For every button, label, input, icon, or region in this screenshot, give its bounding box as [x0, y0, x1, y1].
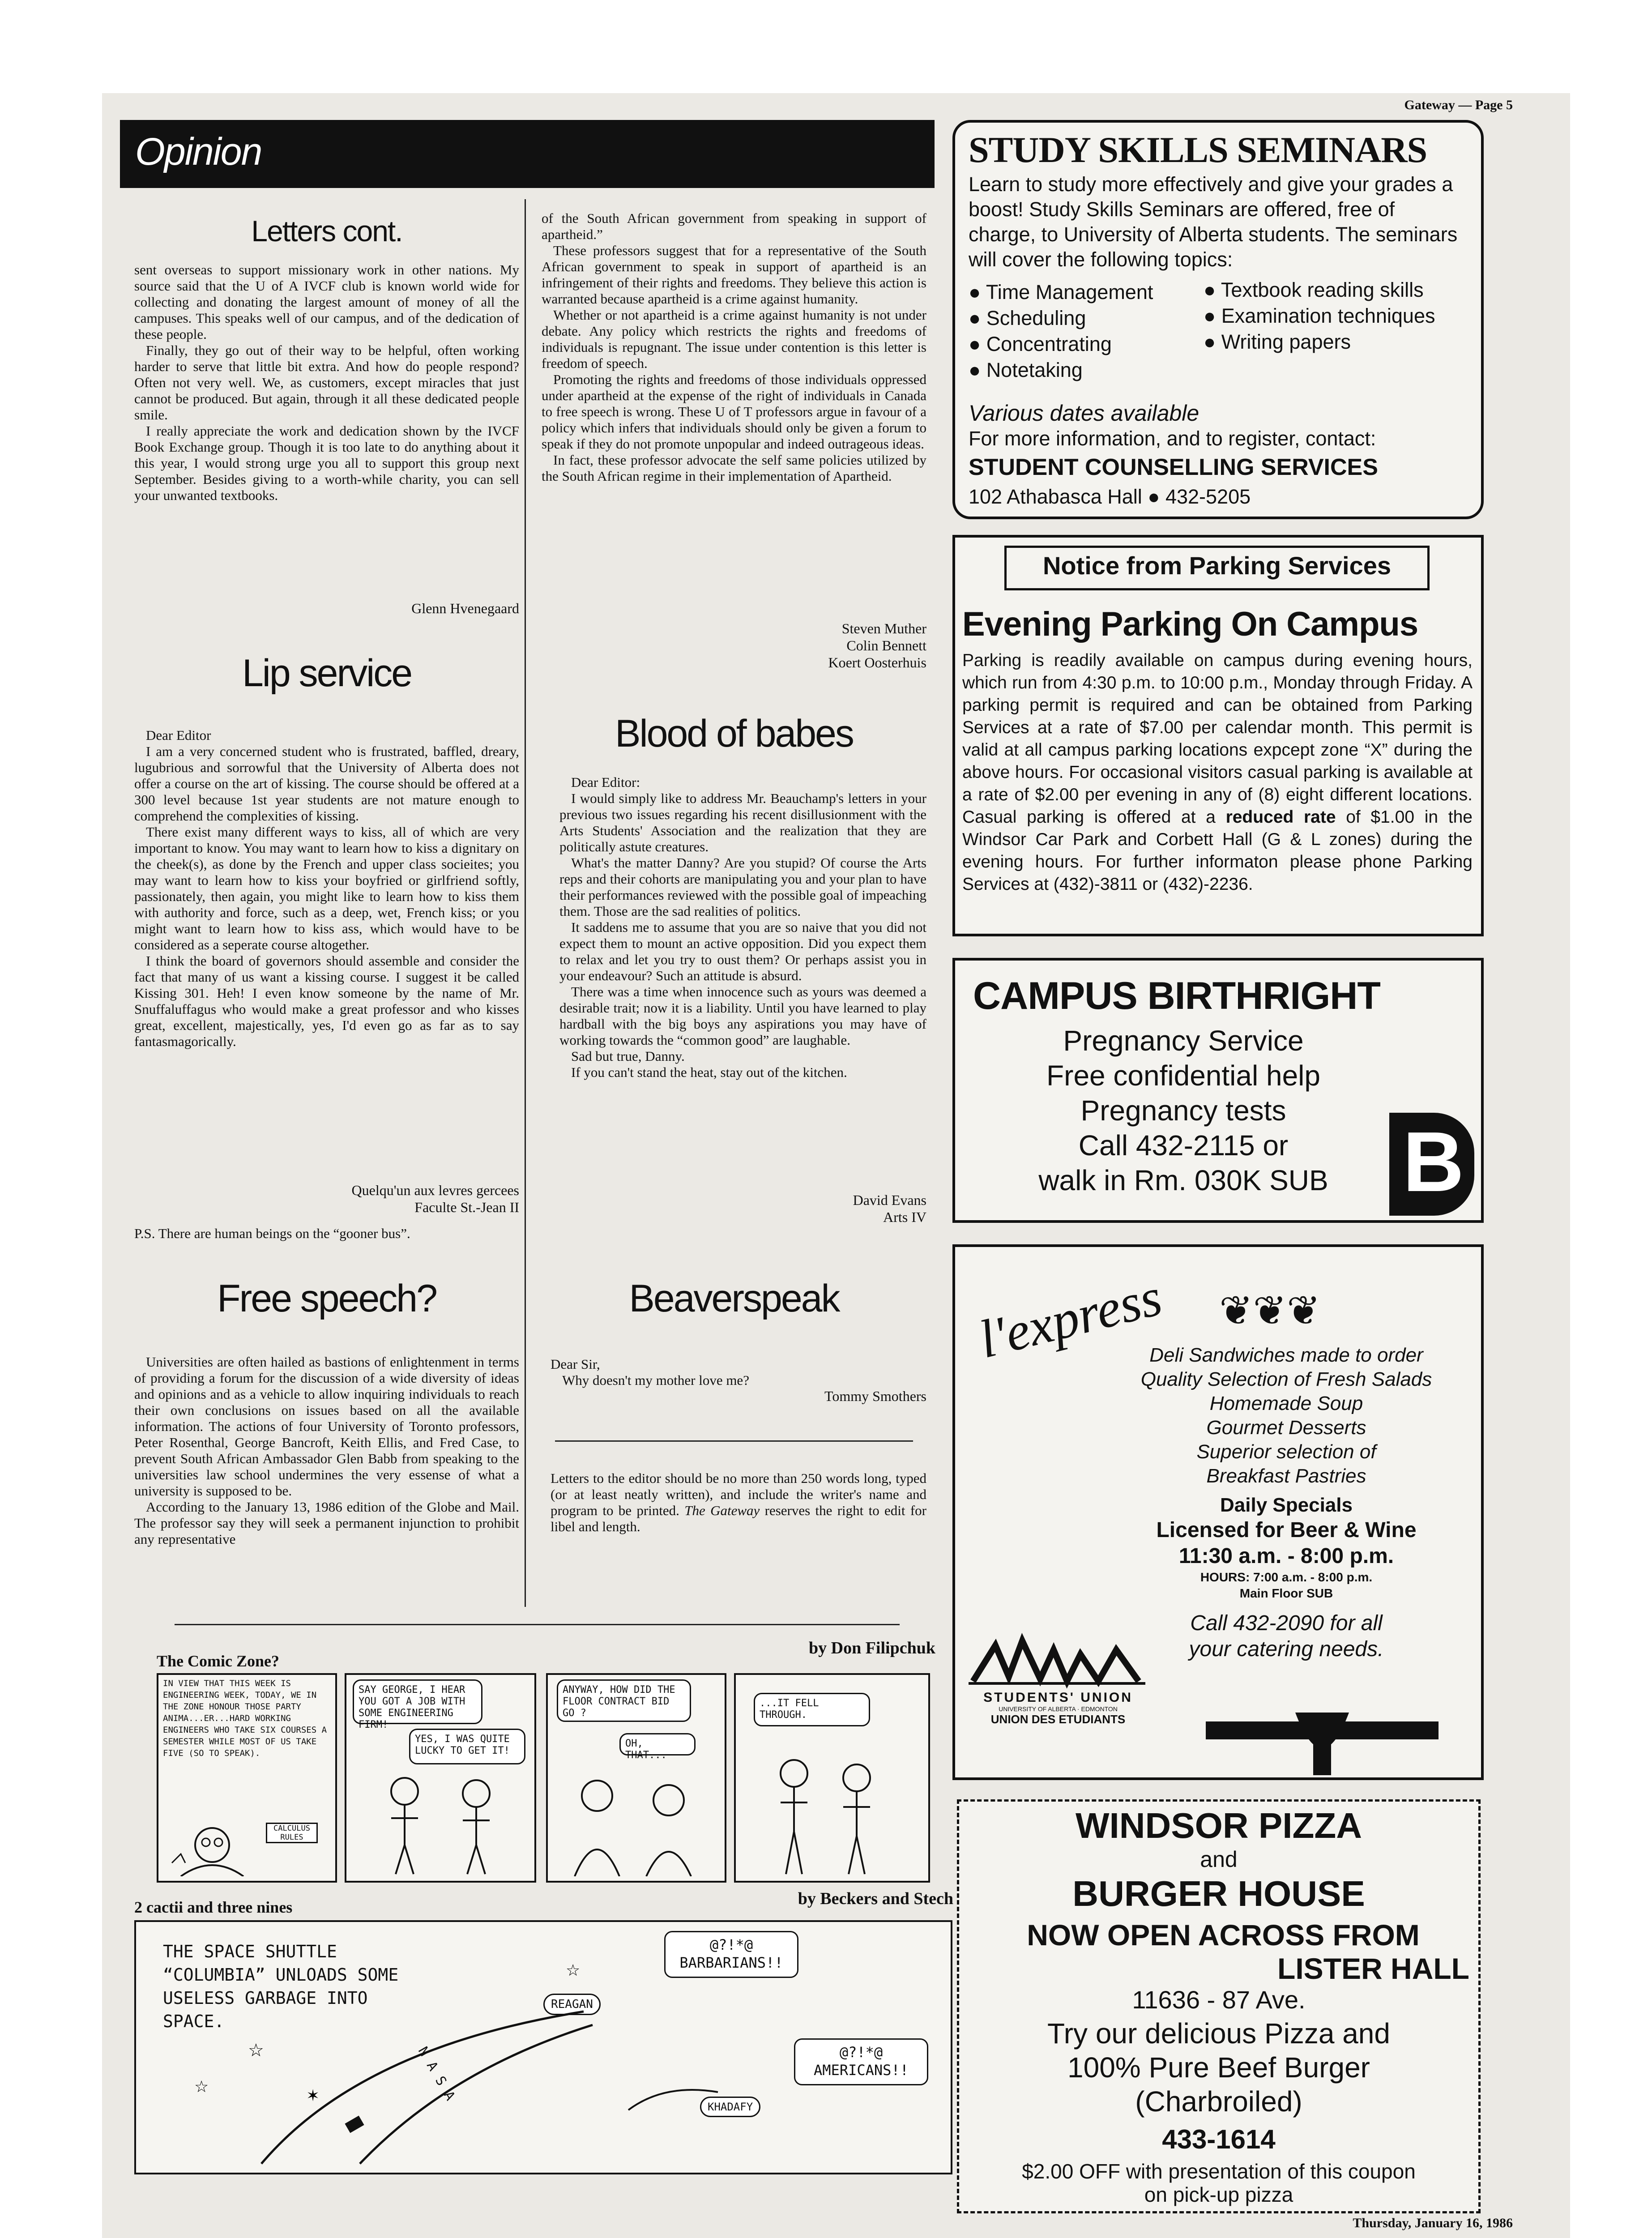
speech-bubble: ANYWAY, HOW DID THE FLOOR CONTRACT BID GO ?	[557, 1679, 691, 1722]
lip-service-paragraph: I am a very concerned student who is frustrated, baffled, dreary, lugubrious and sorrowful that the University of Alberta does not offer a course on the art of kissing. The course should be offered at a 300 level because 1st year students are not mature enough to comprehend the complexities of kissing.	[134, 743, 519, 824]
signature-line: Arts IV	[883, 1209, 926, 1225]
policy-note	[551, 1470, 926, 1535]
letters-cont-paragraph: Finally, they go out of their way to be helpful, often working harder to serve that little bit extra. And how do people respond? Often not very well. We, as customers, except miracles that just cannot be produced. But again, through it all these dedicated people smile.	[134, 342, 519, 423]
signature-line: Steven Muther	[841, 620, 926, 636]
blood-of-babes-body	[559, 774, 926, 1081]
windsor-address: 11636 - 87 Ave.	[1132, 1986, 1306, 2014]
birthright-logo	[1389, 1113, 1474, 1216]
speech-bubble: SAY GEORGE, I HEAR YOU GOT A JOB WITH SOME ENGINEERING FIRM!	[353, 1679, 482, 1724]
menu-line: Deli Sandwiches made to order	[1149, 1344, 1423, 1366]
svg-text:☆: ☆	[248, 2040, 264, 2061]
svg-text:☆: ☆	[194, 2078, 209, 2096]
characters-drawing	[364, 1769, 517, 1876]
speech-bubble: @?!*@ BARBARIANS!!	[664, 1931, 798, 1978]
section-banner	[120, 120, 935, 188]
parking-notice-ad	[952, 535, 1484, 936]
windsor-open: NOW OPEN ACROSS FROM	[1027, 1918, 1420, 1952]
windsor-coupon: $2.00 OFF with presentation of this coupon on pick-up pizza	[1022, 2160, 1416, 2206]
windsor-burger: BURGER HOUSE	[1072, 1874, 1365, 1913]
study-skills-ad	[952, 120, 1484, 519]
comic-panel-1	[157, 1673, 337, 1883]
speech-bubble: @?!*@ AMERICANS!!	[794, 2038, 928, 2085]
cactii-panel	[134, 1920, 952, 2174]
lip-service-body	[134, 727, 519, 1050]
signature-line: Koert Oosterhuis	[828, 654, 926, 671]
comic-panel-3	[546, 1673, 726, 1883]
study-skills-more-info: For more information, and to register, contact:	[969, 427, 1376, 450]
beaverspeak-line: Why doesn't my mother love me?	[562, 1372, 749, 1388]
panel-caption: IN VIEW THAT THIS WEEK IS ENGINEERING WEEK, TODAY, WE IN THE ZONE HONOUR THOSE PARTY ANIMA...ER...HARD WORKING ENGINEERS WHO TAKE SIX COURSES A SEMESTER WHILE MOST OF US TAKE FIVE (SO TO SPEAK).	[163, 1678, 327, 1758]
birthright-logo-letter: B	[1403, 1115, 1464, 1209]
parking-notice-label: Notice from Parking Services	[1042, 551, 1392, 580]
topic-item: ● Concentrating	[969, 333, 1112, 355]
comic-panel-2	[345, 1673, 536, 1883]
free-speech-paragraph: According to the January 13, 1986 edition of the Globe and Mail. The professor say they will seek a permanent injunction to prohibit any representative	[134, 1499, 519, 1547]
study-skills-title: STUDY SKILLS SEMINARS	[969, 129, 1427, 170]
blood-of-babes-salutation: Dear Editor:	[571, 774, 640, 790]
daily-specials: Daily Specials	[1220, 1494, 1353, 1516]
windsor-pizza-coupon	[957, 1799, 1481, 2213]
birthright-line: Free confidential help	[1046, 1059, 1320, 1092]
letters-cont-paragraph: I really appreciate the work and dedication shown by the IVCF Book Exchange group. Though it is too late to do anything about it this year, I would strong urge you all to support this group next September. Besides giving to a worth-while charity, you can sell your unwanted textbooks.	[134, 423, 519, 503]
blood-of-babes-paragraph: I would simply like to address Mr. Beauchamp's letters in your previous two issues regarding his recent disillusionment with the Arts Students' Association and the realization that they are politically astute creatures.	[559, 790, 926, 854]
lip-service-title: Lip service	[242, 652, 412, 695]
footer-date: Thursday, January 16, 1986	[1353, 2216, 1513, 2230]
cup-logo-icon	[1206, 1713, 1439, 1780]
topics-right	[1204, 277, 1435, 355]
comic-rule	[175, 1624, 900, 1625]
study-skills-address: 102 Athabasca Hall ● 432-5205	[969, 485, 1251, 508]
blood-of-babes-paragraph: There was a time when innocence such as yours was deemed a desirable trait; now it is a liability. Until you have learned to play hardball with the big boys any aspirations you may have of working towards the “common good” are laughable.	[559, 984, 926, 1048]
windsor-lister: LISTER HALL	[1277, 1952, 1469, 1985]
blood-of-babes-paragraph: It saddens me to assume that you are so naive that you did not expect them to mount an active opposition. Did you expect them to relax and let you try to oust them? Or perhaps assist you in your endeavour? Such an attitude is absurd.	[559, 919, 926, 983]
hours-small: HOURS: 7:00 a.m. - 8:00 p.m.	[1200, 1570, 1373, 1584]
cactii-caption: THE SPACE SHUTTLE “COLUMBIA” UNLOADS SOME USELESS GARBAGE INTO SPACE.	[163, 1942, 399, 2031]
blood-of-babes-paragraph: Sad but true, Danny.	[571, 1048, 685, 1064]
parking-body: Parking is readily available on campus during evening hours, which run from 4:30 p.m. to 10:00 p.m., Monday through Friday. A parking permit is required and can be obtained from Parking Services at a rate of $7.00 per calendar month. This permit is valid at all campus parking locations expcept zone “X” during the above hours. For occasional visitors casual parking is available at a rate of $2.00 per evening in any of (8) eight different locations. Casual parking is offered at a reduced rate of $1.00 in the Windsor Car Park and Corbett Hall (G & L zones) during the evening hours. For further informaton please phone Parking Services at (432)-3811 or (432)-2236.	[962, 651, 1473, 894]
lexpress-logo: l'express	[973, 1266, 1168, 1370]
blood-of-babes-signature	[542, 1192, 926, 1226]
speech-bubble: YES, I WAS QUITE LUCKY TO GET IT!	[409, 1729, 525, 1764]
lexpress-menu	[1103, 1343, 1470, 1488]
windsor-title: WINDSOR PIZZA	[1076, 1806, 1362, 1845]
comic-zone-credit: by Don Filipchuk	[809, 1639, 935, 1657]
menu-line: Gourmet Desserts	[1206, 1417, 1366, 1439]
free-speech-continued	[542, 210, 926, 484]
letters-cont-paragraph: sent overseas to support missionary work in other nations. My source said that the U of A IVCF club is known world wide for collecting and donating the largest amount of money of all the campuses. This speaks well of our campus, and of the dedication of these people.	[134, 262, 519, 342]
blood-of-babes-paragraph: If you can't stand the heat, stay out of the kitchen.	[571, 1064, 847, 1080]
cactii-credit: by Beckers and Stech	[798, 1889, 953, 1908]
lip-service-paragraph: There exist many different ways to kiss, all of which are very important to know. You may want to learn how to kiss a dignitary on the cheek(s), as done by the French and upper class socieites; you may want to learn how to kiss your boyfried or girlfriend softly, passionately, then again, you might like to learn how to kiss them with authority and force, such as a deep, wet, French kiss; or you might want to learn how to kiss ass, which would have to be considered as a seperate course altogether.	[134, 824, 519, 952]
svg-text:✶: ✶	[306, 2087, 320, 2105]
windsor-offer: Try our delicious Pizza and 100% Pure Beef Burger (Charbroiled)	[1047, 2017, 1390, 2118]
free-speech-paragraph: These professors suggest that for a representative of the South African government to speak in support of apartheid is an infringement of their rights and freedoms. They believe this action is warranted because apartheid is a crime against humanity.	[542, 243, 926, 307]
lip-service-salutation: Dear Editor	[146, 727, 211, 743]
windsor-and: and	[1200, 1847, 1238, 1872]
beaverspeak-body	[551, 1356, 926, 1388]
svg-text:☆: ☆	[566, 1961, 581, 1980]
topics-left	[969, 279, 1153, 383]
location: Main Floor SUB	[1239, 1586, 1333, 1600]
letters-cont-title: Letters cont.	[251, 214, 402, 248]
label-reagan: REAGAN	[543, 1994, 601, 2015]
topic-item: ● Examination techniques	[1204, 304, 1435, 327]
menu-line: Quality Selection of Fresh Salads	[1140, 1368, 1432, 1390]
birthright-line: Pregnancy Service	[1063, 1025, 1304, 1057]
beaverspeak-salutation: Dear Sir,	[551, 1356, 600, 1372]
calculus-sign: CALCULUS RULES	[266, 1823, 318, 1843]
signature-line: Quelqu'un aux levres gercees	[351, 1182, 519, 1198]
signature-line: Faculte St.-Jean II	[414, 1199, 519, 1215]
signature-line: Colin Bennett	[846, 637, 926, 653]
free-speech-paragraph: In fact, these professor advocate the self same policies utilized by the South African regime in their implementation of Apartheid.	[542, 452, 926, 484]
space-shuttle-drawing	[136, 1922, 946, 2168]
free-speech-body	[134, 1354, 519, 1547]
licensed: Licensed for Beer & Wine	[1156, 1518, 1417, 1542]
divider	[555, 1440, 913, 1442]
birthright-ad	[952, 958, 1484, 1223]
parking-title: Evening Parking On Campus	[962, 605, 1418, 643]
characters-drawing	[557, 1773, 713, 1876]
topic-item: ● Time Management	[969, 281, 1153, 303]
free-speech-title: Free speech?	[217, 1277, 436, 1320]
characters-drawing	[754, 1747, 915, 1876]
ornament-icon: ❦❦❦	[1219, 1289, 1321, 1333]
column-rule	[525, 199, 526, 1607]
free-speech-paragraph: of the South African government from speaking in support of apartheid.”	[542, 210, 926, 242]
running-head: Gateway — Page 5	[1404, 98, 1513, 112]
menu-line: Superior selection of	[1196, 1441, 1376, 1463]
comic-panel-4	[734, 1673, 930, 1883]
beaverspeak-signature: Tommy Smothers	[824, 1388, 926, 1404]
engineer-drawing	[163, 1809, 329, 1876]
free-speech-paragraph: Promoting the rights and freedoms of those individuals oppressed under apartheid at the expense of the right of individuals in Canada to free speech is wrong. These U of T professors argue in favour of a policy which infers that individuals should only be given a forum to speak if they do not promote unpopular and indeed outrageous ideas.	[542, 372, 926, 452]
blood-of-babes-paragraph: What's the matter Danny? Are you stupid? Of course the Arts reps and their cohorts are manipulating you and your plan to have their performances reviewed with the possible goal of impeaching them. Those are the sad realities of politics.	[559, 855, 926, 919]
comic-zone-title: The Comic Zone?	[157, 1652, 279, 1670]
birthright-lines	[982, 1023, 1385, 1198]
birthright-line: Pregnancy tests	[1080, 1094, 1286, 1127]
label-khadafy: KHADAFY	[700, 2097, 760, 2117]
hours-main: 11:30 a.m. - 8:00 p.m.	[1178, 1544, 1394, 1568]
call: Call 432-2090 for all	[1190, 1611, 1383, 1635]
lip-service-signature	[134, 1182, 519, 1216]
lip-service-paragraph: I think the board of governors should assemble and consider the fact that many of us want a kissing course. I suggest it be called Kissing 301. Heh! I even know someone by the name of Mr. Snuffaluffagus who would make a great professor and who kisses great, excellent, majestically, yes, I'd even go as far as to say fantasmagorically.	[134, 953, 519, 1049]
birthright-line: Call 432-2115 or	[1078, 1129, 1289, 1162]
study-skills-intro: Learn to study more effectively and give your grades a boost! Study Skills Seminars are offered, free of charge, to University of Alberta students. The seminars will cover the following topics:	[969, 173, 1458, 271]
lexpress-details	[1103, 1493, 1470, 1662]
birthright-title: CAMPUS BIRTHRIGHT	[973, 974, 1380, 1017]
menu-line: Breakfast Pastries	[1206, 1465, 1366, 1487]
study-skills-org: STUDENT COUNSELLING SERVICES	[969, 454, 1378, 480]
section-title: Opinion	[135, 130, 262, 173]
lexpress-ad	[952, 1244, 1484, 1780]
catering: your catering needs.	[1189, 1637, 1384, 1661]
su-name: STUDENTS' UNION UNIVERSITY OF ALBERTA · EDMONTON UNION DES ETUDIANTS	[983, 1690, 1133, 1726]
signature-line: David Evans	[853, 1192, 926, 1208]
blood-of-babes-title: Blood of babes	[615, 712, 853, 755]
free-speech-paragraph: Universities are often hailed as bastions of enlightenment in terms of providing a forum for the discussion of a wide diversity of ideas and opinions and as a vehicle to allow inquiring individuals to reach their own conclusions on issues based on all the available information. The actions of four University of Toronto professors, Peter Rosenthal, George Bancroft, Keith Ellis, and Fred Case, to prevent South African Ambassador Glen Babb from speaking to the universities law school undermines the very essense of what a university is supposed to be.	[134, 1354, 519, 1499]
birthright-line: walk in Rm. 030K SUB	[1038, 1164, 1328, 1196]
letters-cont-signature: Glenn Hvenegaard	[411, 600, 519, 616]
topic-item: ● Notetaking	[969, 359, 1083, 381]
windsor-phone: 433-1614	[1162, 2124, 1276, 2154]
topic-item: ● Scheduling	[969, 307, 1086, 329]
beaverspeak-title: Beaverspeak	[629, 1277, 839, 1320]
speech-bubble: OH, THAT...	[619, 1733, 696, 1755]
label-nasa: NASA	[414, 2044, 463, 2111]
cactii-title: 2 cactii and three nines	[134, 1898, 293, 1916]
lip-service-ps: P.S. There are human beings on the “gooner bus”.	[134, 1226, 410, 1241]
letters-cont-body	[134, 262, 519, 504]
study-skills-dates: Various dates available	[969, 401, 1200, 426]
free-speech-signatures	[542, 620, 926, 671]
policy-text: Letters to the editor should be no more than 250 words long, typed (or at least neatly written), and include the writer's name and program to be printed. The Gateway reserves the right to edit for libel and length.	[551, 1470, 927, 1534]
free-speech-paragraph: Whether or not apartheid is a crime against humanity is not under debate. Any policy which restricts the rights and freedoms of individuals is repugnant. The issue under contention is this letter is freedom of speech.	[542, 307, 926, 371]
menu-line: Homemade Soup	[1209, 1392, 1363, 1414]
topic-item: ● Textbook reading skills	[1204, 278, 1424, 301]
topic-item: ● Writing papers	[1204, 330, 1351, 353]
speech-bubble: ...IT FELL THROUGH.	[754, 1693, 870, 1726]
